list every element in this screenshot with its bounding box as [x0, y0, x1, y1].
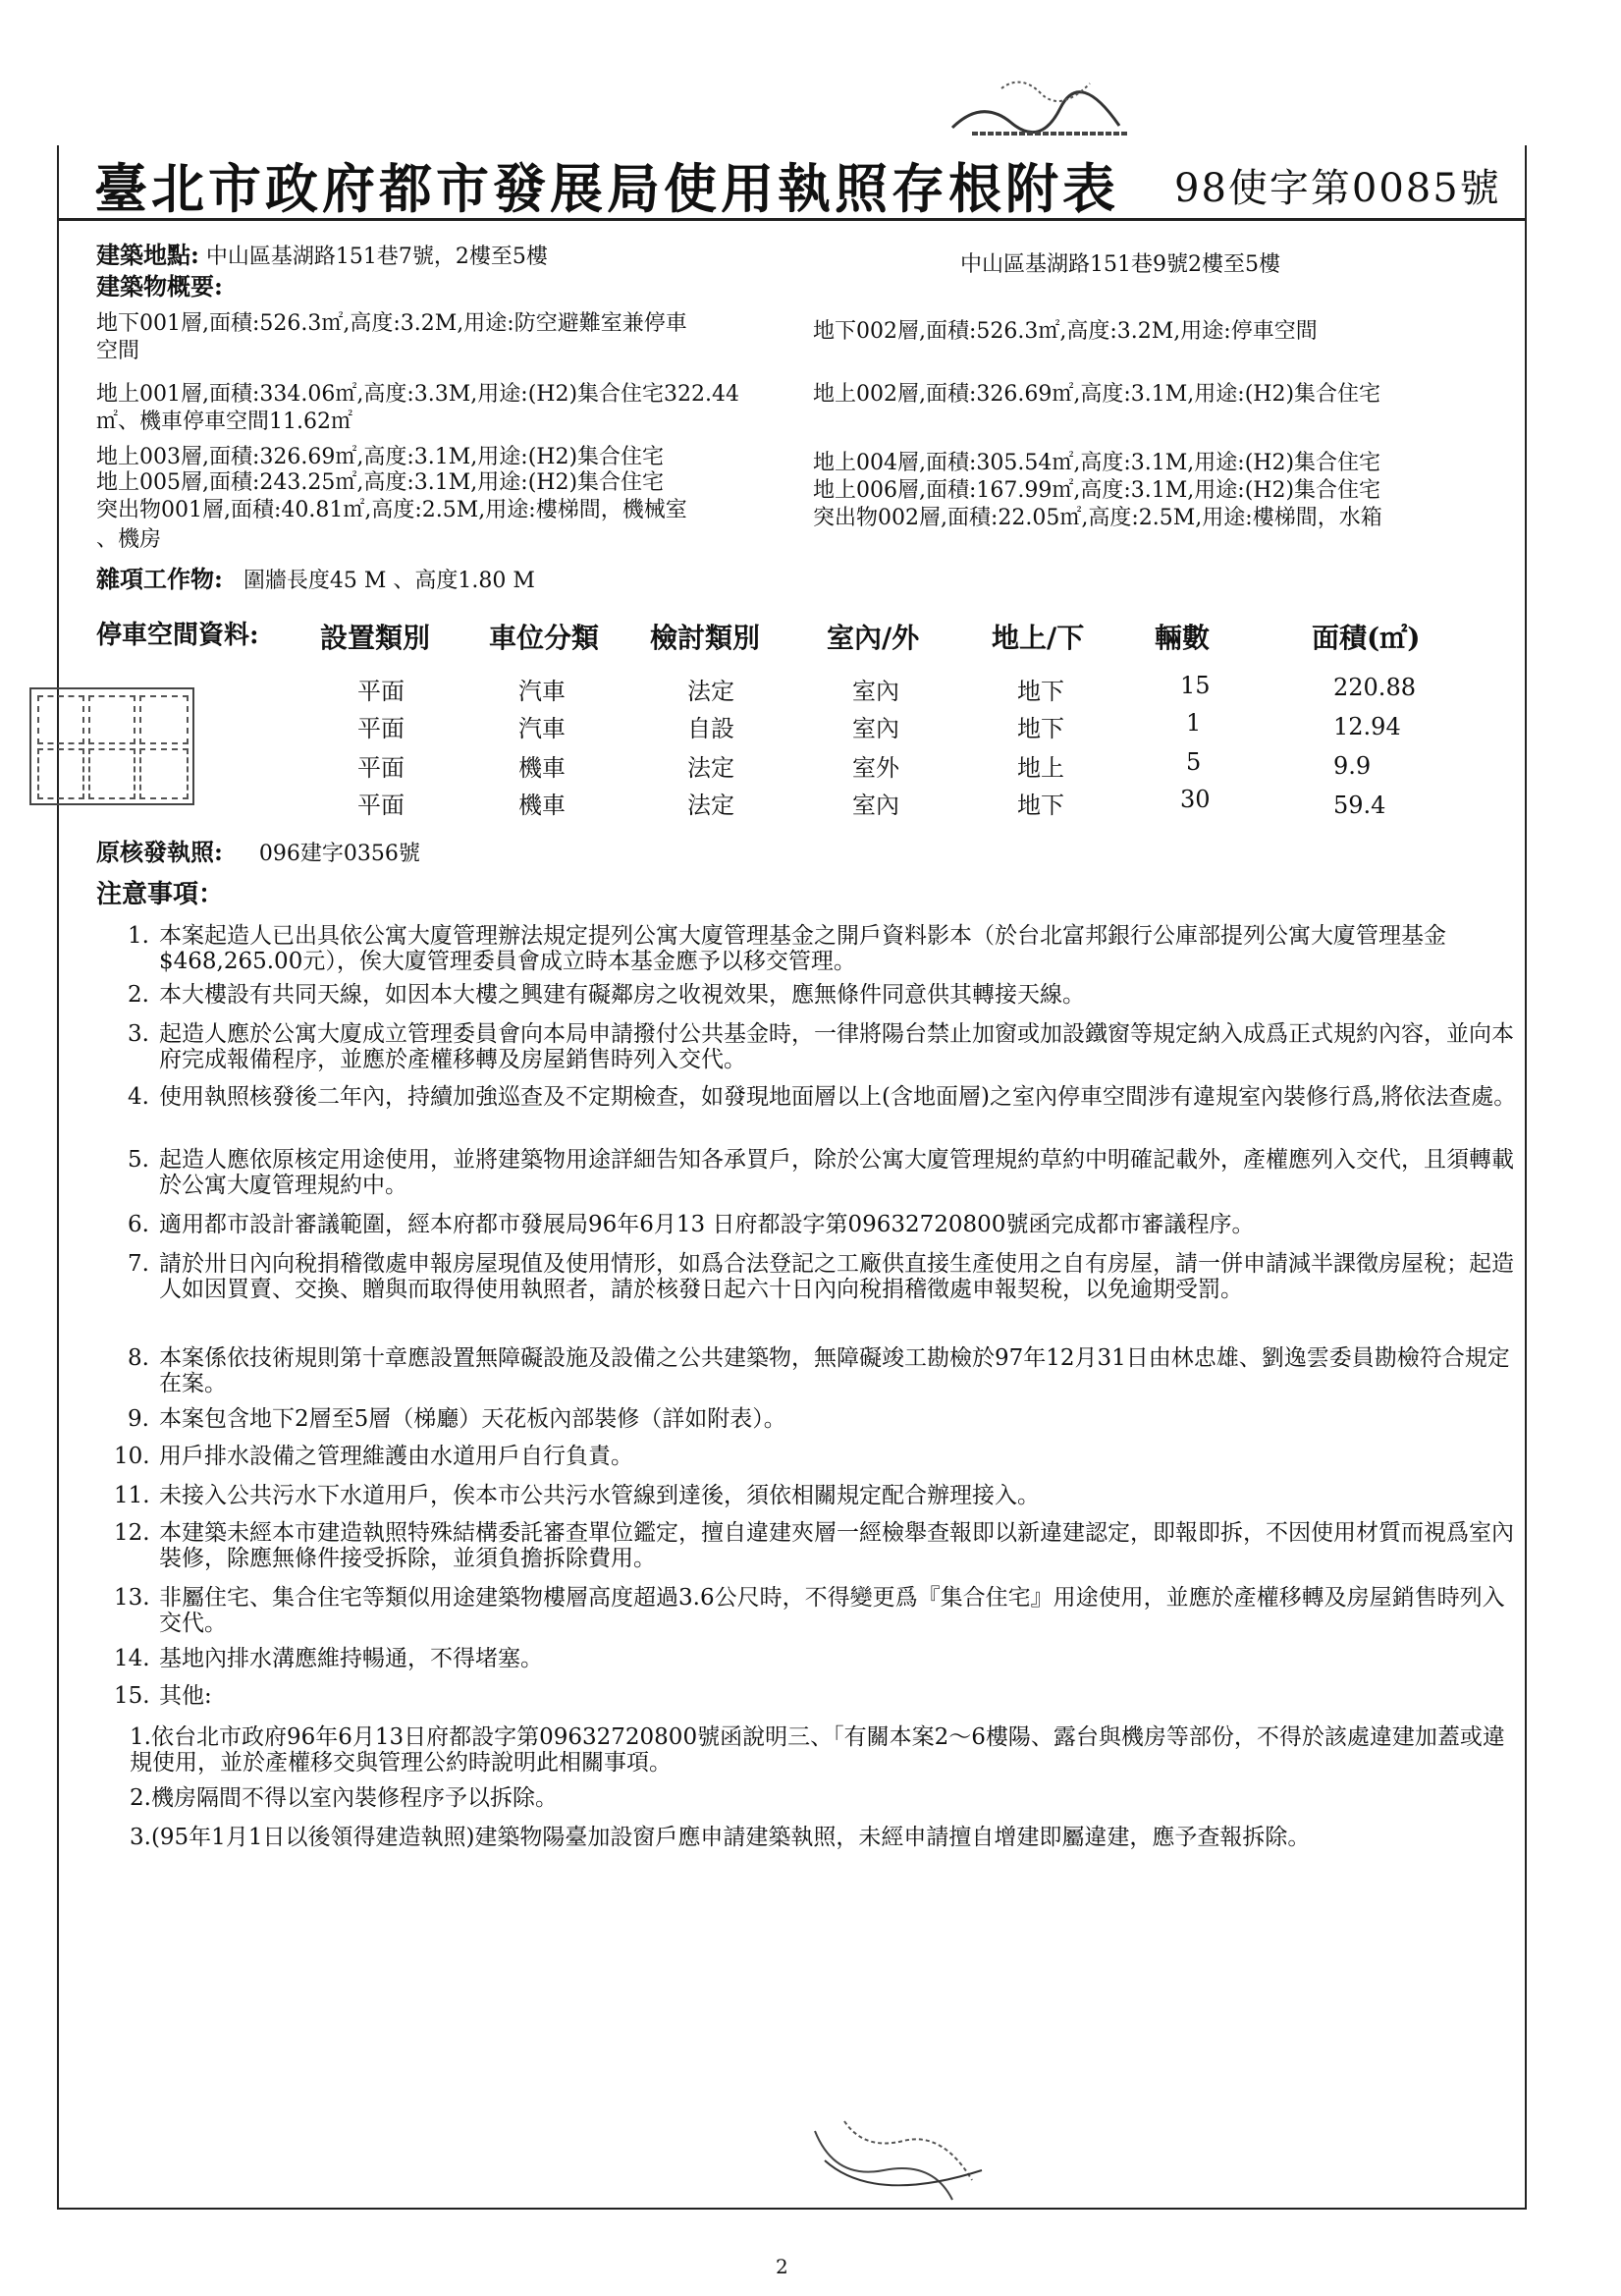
note-number: 14.: [114, 1646, 150, 1671]
scan-scribble-bottom: [805, 2111, 1001, 2210]
note-text: 本案起造人已出具依公寓大廈管理辦法規定提列公寓大廈管理基金之開戶資料影本（於台北富邦銀行公庫部提列公寓大廈管理基金$468,265.00元），俟大廈管理委員會成立時本基金應予以移交管理。: [159, 923, 1446, 974]
note-text: 其他:: [159, 1683, 212, 1709]
parking-header: 設置類別: [320, 622, 431, 654]
parking-cell: 1: [1186, 709, 1202, 737]
parking-cell: 法定: [687, 792, 734, 819]
note-item: [114, 1147, 1518, 1198]
note-number: 5.: [128, 1147, 149, 1173]
parking-cell: 平面: [357, 678, 405, 705]
overview-line: 地上006層,面積:167.99㎡,高度:3.1M,用途:(H2)集合住宅: [813, 478, 1381, 503]
parking-cell: 地下: [1017, 678, 1064, 705]
note-item: [114, 1483, 1518, 1508]
overview-line: 突出物002層,面積:22.05㎡,高度:2.5M,用途:樓梯間，水箱: [813, 506, 1382, 530]
note-number: 2.: [128, 982, 149, 1008]
parking-cell: 室外: [852, 754, 899, 782]
overview-line: 地上001層,面積:334.06㎡,高度:3.3M,用途:(H2)集合住宅322.44: [96, 382, 740, 407]
overview-label: 建築物概要:: [96, 272, 223, 301]
parking-header: 室內/外: [827, 622, 920, 654]
note-item: [114, 1406, 1518, 1432]
parking-cell: 地下: [1017, 792, 1064, 819]
parking-cell: 平面: [357, 754, 405, 782]
parking-cell: 地下: [1017, 715, 1064, 742]
parking-header: 檢討類別: [650, 622, 761, 654]
note-item: [114, 1251, 1518, 1302]
note-item: [114, 1345, 1518, 1396]
note-number: 12.: [114, 1520, 150, 1546]
parking-cell: 自設: [687, 715, 734, 742]
note-text: 本大樓設有共同天線，如因本大樓之興建有礙鄰房之收視效果，應無條件同意供其轉接天線。: [159, 982, 1085, 1008]
note-number: 3.: [128, 1021, 149, 1047]
parking-cell: 220.88: [1333, 674, 1416, 701]
note-number: 13.: [114, 1585, 150, 1611]
note-item: [114, 1585, 1518, 1636]
parking-cell: 5: [1186, 748, 1202, 776]
note-number: 9.: [128, 1406, 149, 1432]
page-number: 2: [776, 2255, 788, 2278]
note-item: [114, 1021, 1518, 1072]
overview-line: 空間: [96, 339, 140, 363]
misc-label: 雜項工作物:: [96, 565, 223, 593]
license-label: 原核發執照:: [96, 838, 223, 866]
note-text: 基地內排水溝應維持暢通，不得堵塞。: [159, 1646, 543, 1671]
parking-header: 地上/下: [992, 622, 1085, 654]
parking-cell: 法定: [687, 678, 734, 705]
note-text: 非屬住宅、集合住宅等類似用途建築物樓層高度超過3.6公尺時，不得變更爲『集合住宅』用途使用，並應於產權移轉及房屋銷售時列入交代。: [159, 1585, 1505, 1636]
note-number: 11.: [114, 1483, 150, 1508]
parking-cell: 法定: [687, 754, 734, 782]
site-line: [96, 241, 548, 269]
site-label: 建築地點:: [96, 241, 199, 269]
note-text: 使用執照核發後二年內，持續加強巡查及不定期檢查，如發現地面層以上(含地面層)之室內停車空間涉有違規室內裝修行爲,將依法查處。: [159, 1084, 1517, 1110]
seal-stamp: [29, 687, 194, 805]
note-item: [114, 923, 1518, 974]
license-line: [96, 838, 420, 866]
note-sub-item: 3.(95年1月1日以後領得建造執照)建築物陽臺加設窗戶應申請建築執照，未經申請擅自增建即屬違建，應予查報拆除。: [130, 1825, 1311, 1850]
parking-cell: 12.94: [1333, 713, 1401, 740]
note-item: [114, 1646, 1518, 1671]
overview-line: 、機房: [96, 527, 162, 552]
misc-value: 圍牆長度45 M 、高度1.80 M: [243, 569, 535, 593]
overview-line: ㎡、機車停車空間11.62㎡: [96, 410, 352, 434]
parking-cell: 室內: [852, 715, 899, 742]
note-text: 本建築未經本市建造執照特殊結構委託審查單位鑑定，擅自違建夾層一經檢舉查報即以新違建認定，即報即拆，不因使用材質而視爲室內裝修，除應無條件接受拆除，並須負擔拆除費用。: [159, 1520, 1514, 1571]
overview-line: 地下001層,面積:526.3㎡,高度:3.2M,用途:防空避難室兼停車: [96, 311, 687, 336]
note-number: 7.: [128, 1251, 149, 1277]
note-number: 10.: [114, 1444, 150, 1469]
license-value: 096建字0356號: [258, 842, 420, 866]
overview-line: 地下002層,面積:526.3㎡,高度:3.2M,用途:停車空間: [813, 319, 1318, 344]
note-text: 用戶排水設備之管理維護由水道用戶自行負責。: [159, 1444, 633, 1469]
note-number: 8.: [128, 1345, 149, 1371]
overview-line: 地上003層,面積:326.69㎡,高度:3.1M,用途:(H2)集合住宅: [96, 445, 665, 469]
parking-cell: 室內: [852, 792, 899, 819]
note-text: 本案係依技術規則第十章應設置無障礙設施及設備之公共建築物，無障礙竣工勘檢於97年12月31日由林忠雄、劉逸雲委員勘檢符合規定在案。: [159, 1345, 1510, 1396]
parking-cell: 汽車: [518, 715, 566, 742]
parking-cell: 機車: [518, 754, 566, 782]
overview-line: 突出物001層,面積:40.81㎡,高度:2.5M,用途:樓梯間，機械室: [96, 498, 687, 522]
note-item: [114, 1212, 1518, 1237]
note-text: 未接入公共污水下水道用戶，俟本市公共污水管線到達後，須依相關規定配合辦理接入。: [159, 1483, 1040, 1508]
note-number: 6.: [128, 1212, 149, 1237]
note-item: [114, 1444, 1518, 1469]
parking-cell: 汽車: [518, 678, 566, 705]
note-text: 起造人應依原核定用途使用，並將建築物用途詳細告知各承買戶，除於公寓大廈管理規約草約中明確記載外，產權應列入交代，且須轉載於公寓大廈管理規約中。: [159, 1147, 1514, 1198]
note-item: [114, 1520, 1518, 1571]
parking-header: 面積(㎡): [1312, 622, 1421, 654]
parking-cell: 平面: [357, 715, 405, 742]
note-text: 本案包含地下2層至5層（梯廳）天花板內部裝修（詳如附表）。: [159, 1406, 786, 1432]
note-number: 4.: [128, 1084, 149, 1110]
note-number: 15.: [114, 1683, 150, 1709]
parking-header: 輛數: [1155, 622, 1211, 654]
parking-cell: 地上: [1017, 754, 1064, 782]
note-number: 1.: [128, 923, 149, 949]
note-item: [114, 1084, 1518, 1110]
parking-cell: 30: [1180, 786, 1211, 813]
misc-line: [96, 565, 535, 593]
parking-cell: 機車: [518, 792, 566, 819]
note-sub-item: 2.機房隔間不得以室內裝修程序予以拆除。: [130, 1785, 558, 1811]
parking-cell: 59.4: [1333, 792, 1386, 819]
parking-header: 車位分類: [489, 622, 600, 654]
note-sub-item: 1.依台北市政府96年6月13日府都設字第09632720800號函說明三、「有關本案2～6樓陽、露台與機房等部份，不得於該處違建加蓋或違規使用，並於產權移交與管理公約時說明此相關事項。: [130, 1724, 1505, 1776]
parking-cell: 平面: [357, 792, 405, 819]
note-text: 請於卅日內向稅捐稽徵處申報房屋現值及使用情形，如爲合法登記之工廠供直接生產使用之自有房屋，請一併申請減半課徵房屋稅；起造人如因買賣、交換、贈與而取得使用執照者，請於核發日起六十日內向稅捐稽徵處申報契稅，以免逾期受罰。: [159, 1251, 1514, 1302]
note-item: [114, 982, 1518, 1008]
site-value: 中山區基湖路151巷7號，2樓至5樓: [205, 245, 548, 269]
parking-label: 停車空間資料:: [96, 621, 259, 650]
document-number: 98使字第0085號: [1174, 166, 1501, 211]
parking-cell: 15: [1180, 672, 1211, 699]
parking-cell: 9.9: [1333, 752, 1372, 780]
scan-scribble-top: [943, 69, 1139, 137]
note-text: 起造人應於公寓大廈成立管理委員會向本局申請撥付公共基金時，一律將陽台禁止加窗或加設鐵窗等規定納入成爲正式規約內容，並向本府完成報備程序，並應於產權移轉及房屋銷售時列入交代。: [159, 1021, 1514, 1072]
notes-label: 注意事項：: [96, 880, 225, 909]
document-title: 臺北市政府都市發展局使用執照存根附表: [94, 157, 1119, 220]
site-value-2: 中山區基湖路151巷9號2樓至5樓: [960, 252, 1280, 277]
overview-line: 地上004層,面積:305.54㎡,高度:3.1M,用途:(H2)集合住宅: [813, 451, 1381, 475]
overview-line: 地上002層,面積:326.69㎡,高度:3.1M,用途:(H2)集合住宅: [813, 382, 1381, 407]
note-text: 適用都市設計審議範圍，經本府都市發展局96年6月13 日府都設字第09632720800號函完成都市審議程序。: [159, 1212, 1255, 1237]
overview-line: 地上005層,面積:243.25㎡,高度:3.1M,用途:(H2)集合住宅: [96, 470, 665, 495]
parking-cell: 室內: [852, 678, 899, 705]
note-item: [114, 1683, 1518, 1709]
